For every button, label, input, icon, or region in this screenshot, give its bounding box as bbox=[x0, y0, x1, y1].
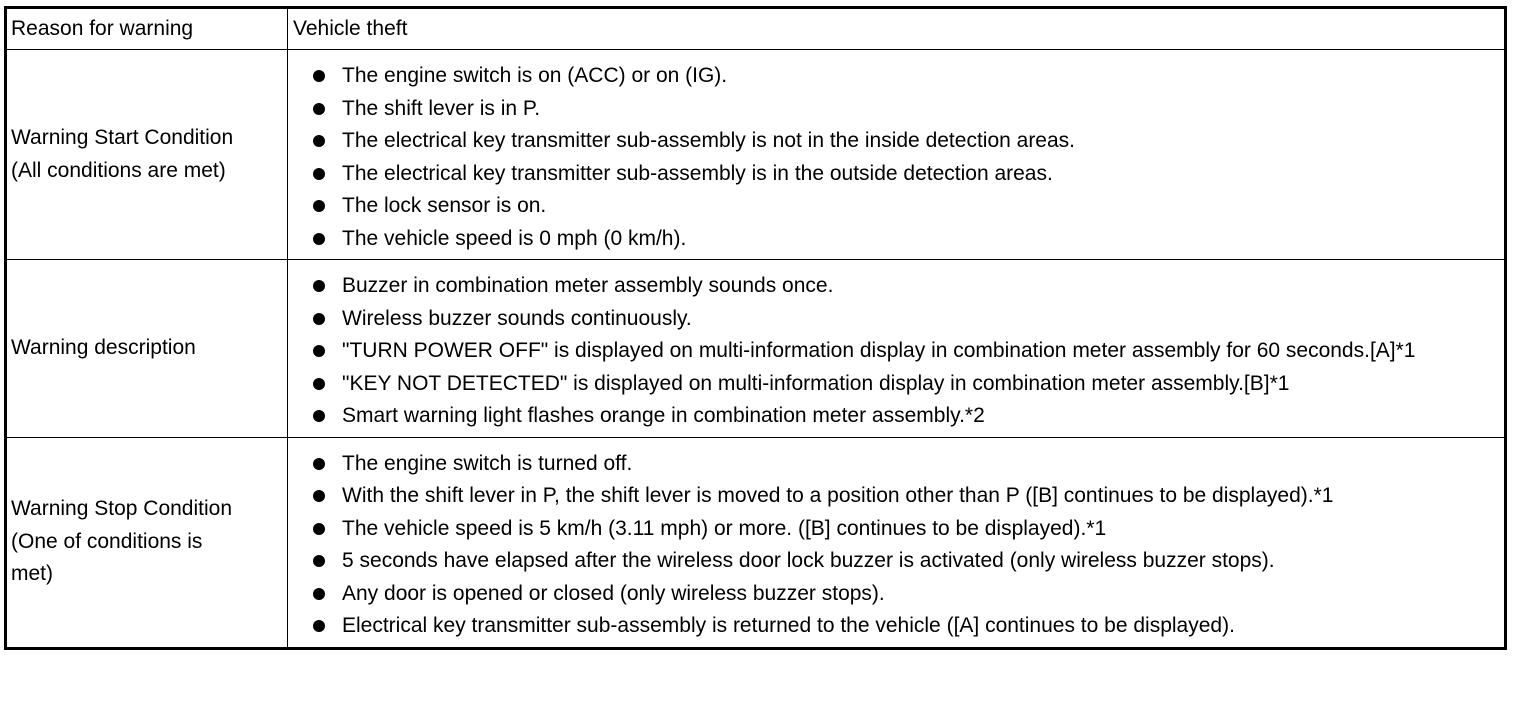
row-label-warning-start bbox=[6, 50, 288, 260]
row-label-line: Warning description bbox=[11, 336, 196, 359]
list-item: The electrical key transmitter sub-assembly is not in the inside detection areas. bbox=[293, 125, 1504, 158]
list-item: With the shift lever in P, the shift lever is moved to a position other than P ([B] continues to be displayed).*1 bbox=[293, 480, 1504, 513]
row-label-warning-stop bbox=[6, 437, 288, 648]
row-label-line: Warning Start Condition bbox=[11, 126, 234, 149]
list-item: Smart warning light flashes orange in combination meter assembly.*2 bbox=[293, 400, 1504, 433]
list-item: "TURN POWER OFF" is displayed on multi-information display in combination meter assembly for 60 seconds.[A]*1 bbox=[293, 335, 1504, 368]
bullet-list bbox=[293, 260, 1504, 437]
list-item: Wireless buzzer sounds continuously. bbox=[293, 303, 1504, 336]
list-item: The lock sensor is on. bbox=[293, 190, 1504, 223]
header-vehicle-theft: Vehicle theft bbox=[288, 8, 1506, 50]
list-item: The engine switch is on (ACC) or on (IG). bbox=[293, 60, 1504, 93]
row-label-line: Warning Stop Condition bbox=[11, 497, 233, 521]
list-item: Any door is opened or closed (only wireless buzzer stops). bbox=[293, 578, 1504, 611]
row-content-warning-stop bbox=[288, 437, 1506, 648]
list-item: The vehicle speed is 0 mph (0 km/h). bbox=[293, 223, 1504, 256]
row-label-line: (One of conditions is bbox=[11, 529, 203, 553]
table-row-warning-start bbox=[6, 50, 1506, 260]
row-label-warning-description bbox=[6, 260, 288, 438]
row-label-line: met) bbox=[11, 562, 53, 586]
list-item: The electrical key transmitter sub-assembly is in the outside detection areas. bbox=[293, 158, 1504, 191]
list-item: "KEY NOT DETECTED" is displayed on multi-information display in combination meter assembly.[B]*1 bbox=[293, 368, 1504, 401]
list-item: 5 seconds have elapsed after the wireless door lock buzzer is activated (only wireless buzzer stops). bbox=[293, 545, 1504, 578]
row-content-warning-start bbox=[288, 50, 1506, 260]
list-item: The shift lever is in P. bbox=[293, 93, 1504, 126]
bullet-list bbox=[293, 50, 1504, 259]
bullet-list bbox=[293, 438, 1504, 647]
table-row-warning-description bbox=[6, 260, 1506, 438]
list-item: The engine switch is turned off. bbox=[293, 448, 1504, 481]
list-item: Buzzer in combination meter assembly sounds once. bbox=[293, 270, 1504, 303]
table-row-warning-stop bbox=[6, 437, 1506, 648]
warning-condition-table bbox=[4, 6, 1507, 650]
row-label-line: (All conditions are met) bbox=[11, 158, 226, 182]
row-content-warning-description bbox=[288, 260, 1506, 438]
list-item: The vehicle speed is 5 km/h (3.11 mph) or more. ([B] continues to be displayed).*1 bbox=[293, 513, 1504, 546]
table-header-row bbox=[6, 8, 1506, 50]
list-item: Electrical key transmitter sub-assembly is returned to the vehicle ([A] continues to be displayed). bbox=[293, 610, 1504, 643]
header-reason-for-warning: Reason for warning bbox=[6, 8, 288, 50]
